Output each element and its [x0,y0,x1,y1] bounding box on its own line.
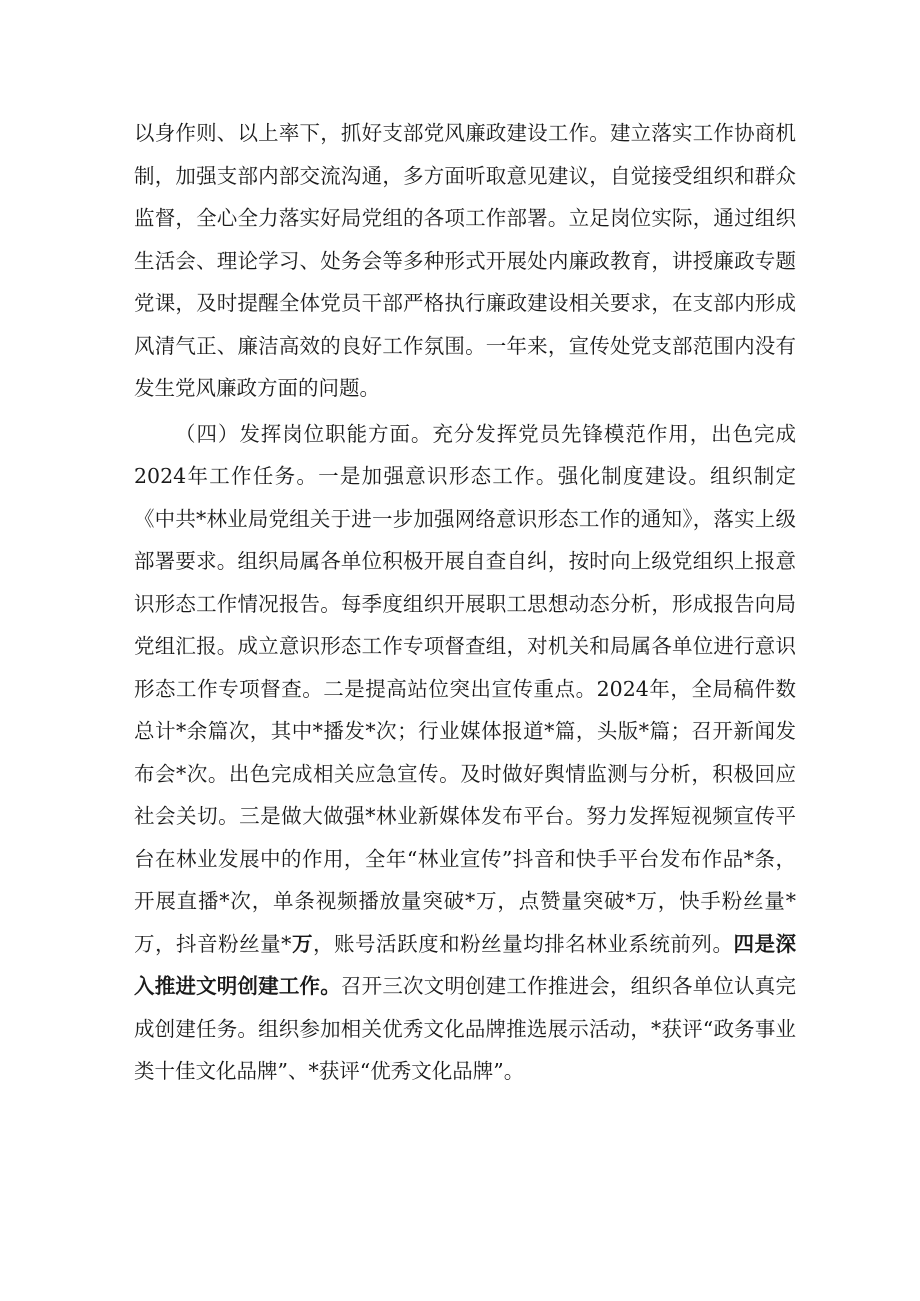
paragraph-job-functions [134,413,796,1093]
paragraph-text-segment: （四）发挥岗位职能方面。充分发挥党员先锋模范作用，出色完成2024年工作任务。一是加强意识形态工作。强化制度建设。组织制定《中共*林业局党组关于进一步加强网络意识形态工作的通知》，落实上级部署要求。组织局属各单位积极开展自查自纠，按时向上级党组织上报意识形态工作情况报告。每季度组织开展职工思想动态分析，形成报告向局党组汇报。成立意识形态工作专项督查组，对机关和局属各单位进行意识形态工作专项督查。二是提高站位突出宣传重点。2024年，全局稿件数总计*余篇次，其中*播发*次；行业媒体报道*篇，头版*篇；召开新闻发布会*次。出色完成相关应急宣传。及时做好舆情监测与分析，积极回应社会关切。三是做大做强*林业新媒体发布平台。努力发挥短视频宣传平台在林业发展中的作用，全年“林业宣传”抖音和快手平台发布作品*条，开展直播*次，单条视频播放量突破*万，点赞量突破*万，快手粉丝量*万，抖音粉丝量* [134,421,796,956]
paragraph-text-segment: ，账号活跃度和粉丝量均排名林业系统前列。 [312,931,734,956]
paragraph-text-segment: 召开三次文明创建工作推进会，组织各单位认真完成创建任务。组织参加相关优秀文化品牌推选展示活动，*获评“政务事业类十佳文化品牌”、*获评“优秀文化品牌”。 [134,974,797,1083]
paragraph-party-conduct: 以身作则、以上率下，抓好支部党风廉政建设工作。建立落实工作协商机制，加强支部内部交流沟通，多方面听取意见建议，自觉接受组织和群众监督，全心全力落实好局党组的各项工作部署。立足岗位实际，通过组织生活会、理论学习、处务会等多种形式开展处内廉政教育，讲授廉政专题党课，及时提醒全体党员干部严格执行廉政建设相关要求，在支部内形成风清气正、廉洁高效的良好工作氛围。一年来，宣传处党支部范围内没有发生党风廉政方面的问题。 [134,121,796,400]
document-body [134,112,796,1093]
bold-text-segment: 万 [291,931,313,956]
bold-heading-civilization-creation: 四是深入推进文明创建工作。 [134,931,797,998]
